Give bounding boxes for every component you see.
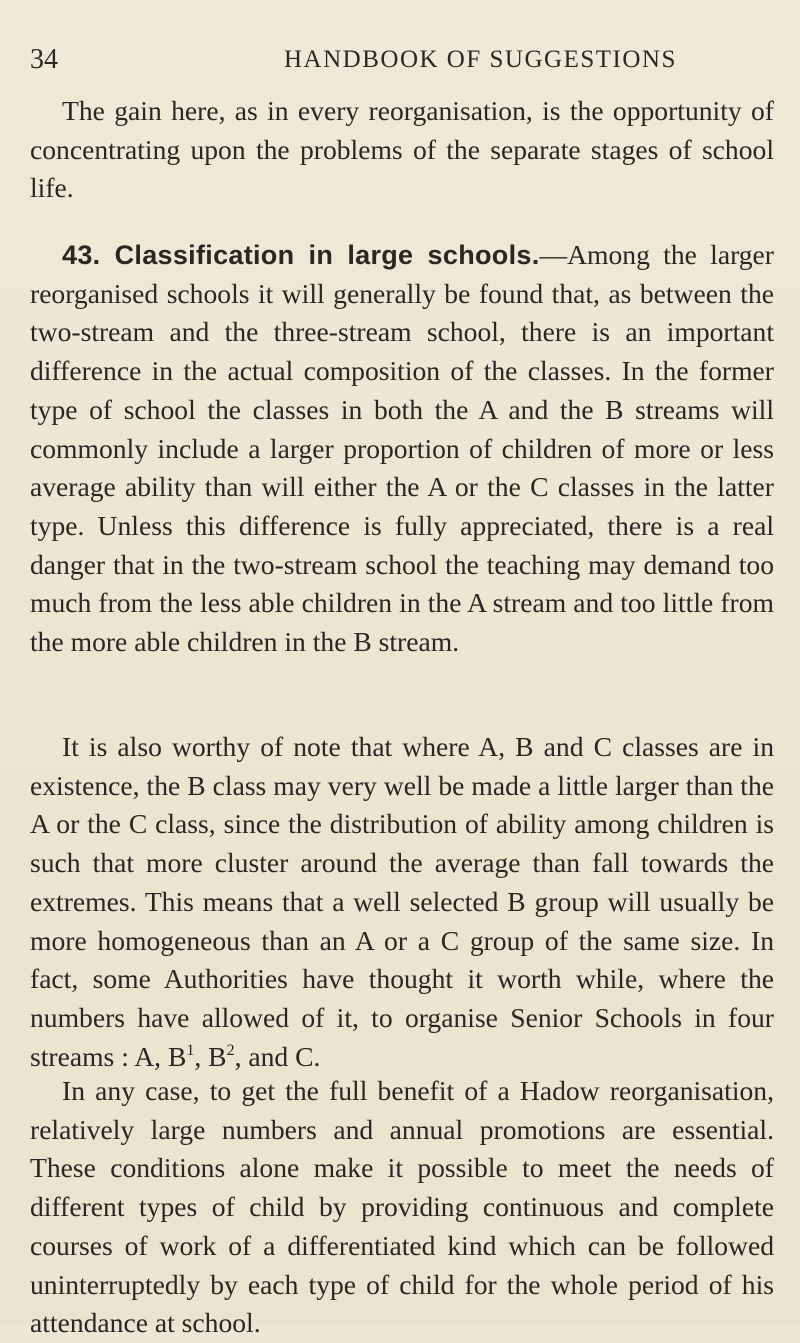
- header-title: HANDBOOK OF SUGGESTIONS: [284, 46, 677, 73]
- paragraph-streams-main: It is also worthy of note that where A, B and C classes are in existence, the B class may very well be made a little larger than the A or the C class, since the distribution of ability among children is such that more cluster around the average than fall towards the extremes. This means that a well selected B group will usually be more homogeneous than an A or a C group of the same size. In fact, some Authorities have thought it worth while, where the numbers have allowed of it, to organise Senior Schools in four streams : A, B: [30, 731, 774, 1072]
- superscript-2: 2: [226, 1041, 235, 1059]
- section-heading: 43. Classification in large schools.: [62, 240, 540, 270]
- paragraph-streams: [30, 728, 774, 1076]
- paragraph-intro: The gain here, as in every reorganisation, is the opportunity of concentrating upon the problems of the separate stages of school life.: [30, 95, 774, 204]
- superscript-1: 1: [186, 1041, 195, 1059]
- running-head: [30, 44, 770, 84]
- paragraph-streams-end: , and C.: [234, 1040, 321, 1072]
- page-number: 34: [30, 44, 58, 75]
- paragraph-classification-body: —Among the larger reorganised schools it will generally be found that, as between the two-stream and the three-stream school, there is an important difference in the actual composition of the classes. In the former type of school the classes in both the A and the B streams will commonly include a larger proportion of children of more or less average ability than will either the A or the C classes in the latter type. Unless this difference is fully appreciated, there is a real danger that in the two-stream school the teaching may demand too much from the less able children in the A stream and too little from the more able children in the B stream.: [30, 239, 774, 658]
- paragraph-classification: [30, 236, 774, 662]
- paragraph-streams-mid: , B: [194, 1040, 227, 1072]
- paragraph-hadow: In any case, to get the full benefit of a Hadow reorganisation, relatively large numbers and annual promotions are essential. These conditions alone make it possible to meet the needs of different types of child by providing continuous and complete courses of work of a differentiated kind which can be followed uninterruptedly by each type of child for the whole period of his attendance at school.: [30, 1075, 774, 1339]
